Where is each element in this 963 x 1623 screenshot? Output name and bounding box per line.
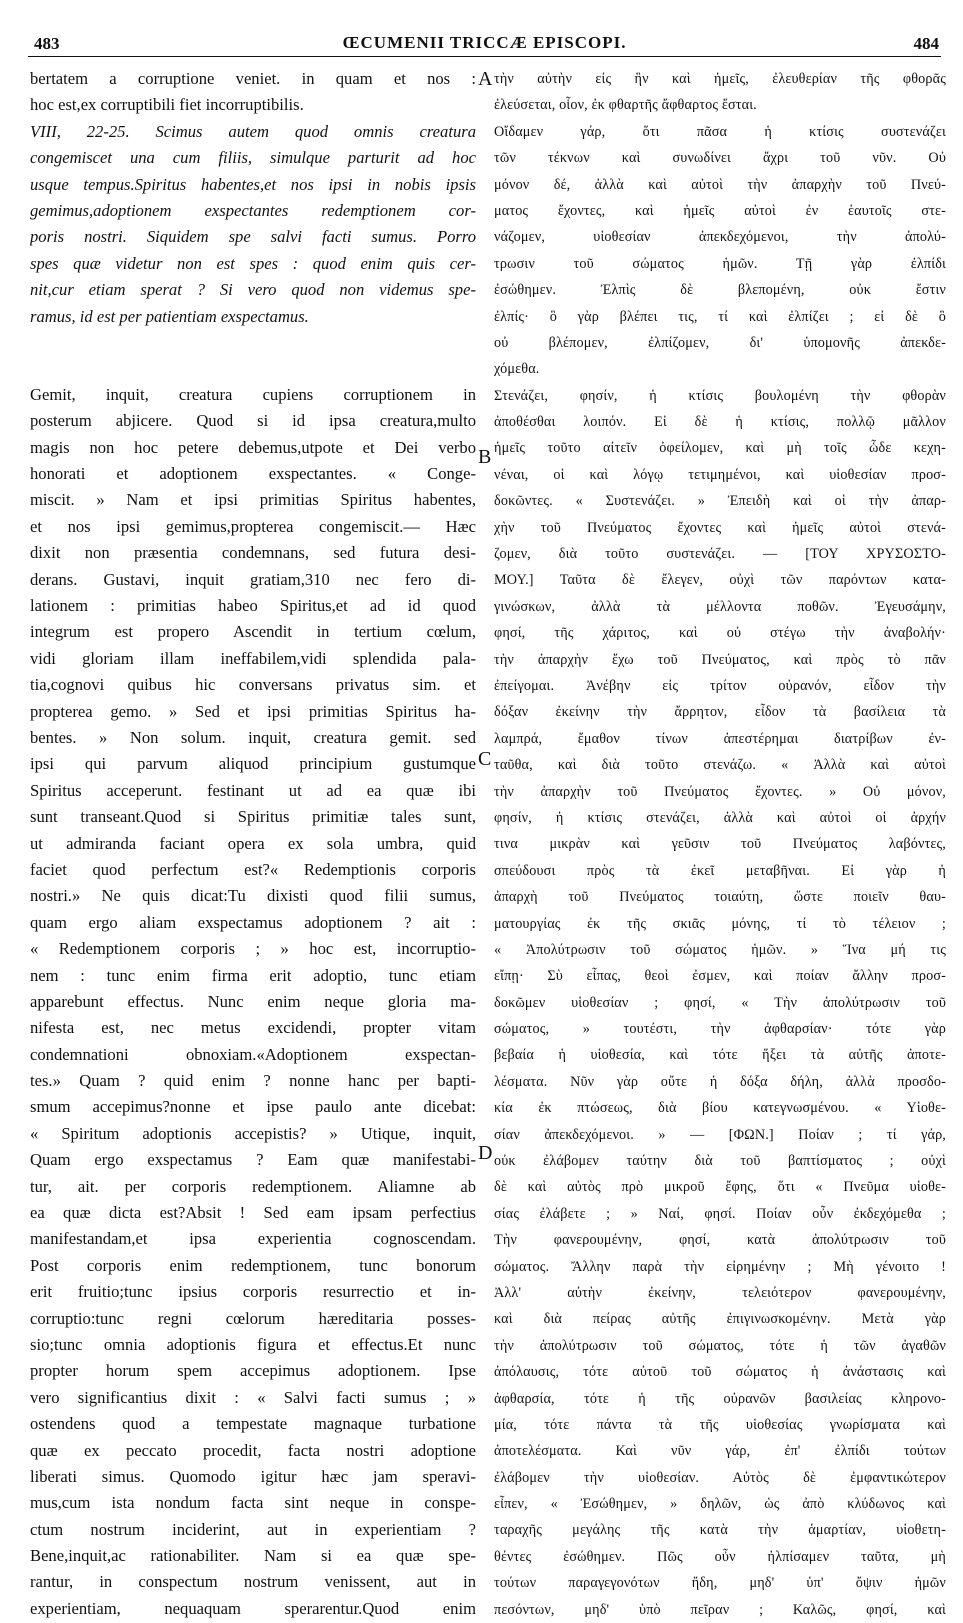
text-line: φησίν, ἡ κτίσις στενάζει, ἀλλὰ καὶ αὐτοὶ οἱ ἀρχήν [494, 809, 946, 826]
text-line: χὴν τοῦ Πνεύματος ἔχοντες καὶ ἡμεῖς αὐτοὶ στενά- [494, 519, 946, 536]
text-line: ostendens quod a tempestate magnaque turbatione [30, 1414, 476, 1434]
text-line: nifesta est, nec metus excidendi, propter vitam [30, 1018, 476, 1038]
text-line: ἐλεύσεται, οἷον, ἐκ φθαρτῆς ἄφθαρτος ἔσται. [494, 97, 757, 114]
text-line: Bene,inquit,ac rationabiliter. Nam si ea quæ spe- [30, 1546, 476, 1566]
text-line: propter horum spem accepimus adoptionem. Ipse [30, 1361, 476, 1381]
running-header [28, 26, 941, 57]
text-line: τὴν ἀπαρχὴν τοῦ Πνεύματος ἔχοντες. » Οὐ μόνον, [494, 783, 946, 800]
text-line: νέναι, οἱ καὶ λόγῳ τετιμημένοι, καὶ υἱοθεσίαν προσ- [494, 466, 946, 483]
text-line: ματουργίας ἐκ τῆς σκιᾶς μόνης, τί τὸ τέλειον ; [494, 915, 946, 932]
text-line: εἶπεν, « Ἐσώθημεν, » δηλῶν, ὡς ἀπὸ κλύδωνος καὶ [494, 1496, 946, 1513]
text-line: tia,cognovi quibus hic conversans privatus sim. et [30, 675, 476, 695]
text-line: τρωσιν τοῦ σώματος ἡμῶν. Τῇ γὰρ ἐλπίδι [494, 255, 946, 272]
text-line: ἡμεῖς τοῦτο αἰτεῖν ὀφείλομεν, καὶ μὴ τοῖς ὧδε κεχη- [494, 440, 946, 457]
text-line: propterea gemo. » Sed et ipsi primitias Spiritus ha- [30, 701, 476, 721]
text-line: ταραχῆς μεγάλης τῆς κατὰ τὴν ἁμαρτίαν, υἱοθετη- [494, 1522, 946, 1539]
text-line: spes quæ videtur non est spes : quod enim quis cer- [30, 253, 476, 273]
text-line: Τὴν φανερουμένην, φησί, κατὰ ἀπολύτρωσιν τοῦ [494, 1232, 946, 1249]
text-line: φησί, τῆς χάριτος, καὶ οὐ στέγω τὴν ἀναβολήν· [494, 625, 946, 642]
text-line: derans. Gustavi, inquit gratiam,310 nec fero di- [30, 569, 476, 589]
text-line: χόμεθα. [494, 361, 540, 378]
text-line: ἀποθέσθαι λοιπόν. Εἰ δὲ ἡ κτίσις, πολλῷ μᾶλλον [494, 414, 946, 431]
text-line: δοκῶντες. « Συστενάζει. » Ἐπειδὴ καὶ οἱ τὴν ἀπαρ- [494, 493, 946, 510]
text-line: Οἴδαμεν γάρ, ὅτι πᾶσα ἡ κτίσις συστενάζει [494, 123, 946, 140]
text-line: σπεύδουσι πρὸς τὰ ἐκεῖ μεταβῆναι. Εἰ γὰρ ἡ [494, 862, 946, 879]
text-line: rantur, in conspectum nostrum venissent, aut in [30, 1572, 476, 1592]
text-line: hoc est,ex corruptibili fiet incorruptibilis. [30, 95, 304, 115]
text-line: ζομεν, διὰ τοῦτο συστενάζει. — [ΤΟΥ ΧΡΥΣΟΣΤΟ- [494, 546, 946, 563]
text-line: bertatem a corruptione veniet. in quam et nos : [30, 69, 476, 88]
text-line: integrum est propero Ascendit in tertium cœlum, [30, 622, 476, 642]
text-line: tes.» Quam ? quid enim ? nonne hanc per bapti- [30, 1071, 476, 1091]
text-line: nem : tunc enim firma erit adoptio, tunc etiam [30, 965, 476, 985]
text-line: τῶν τέκνων καὶ συνωδίνει ἄχρι τοῦ νῦν. Οὐ [494, 150, 946, 167]
text-line: manifestandam,et ipsa experientia cognoscendam. [30, 1229, 476, 1249]
text-line: ἐλάβομεν τὴν υἱοθεσίαν. Αὐτὸς δὲ ἐμφαντικώτερον [494, 1469, 946, 1486]
text-line: sio;tunc omnia adoptionis figura et effectus.Et nunc [30, 1334, 476, 1354]
text-line: corruptio:tunc regni cœlorum hæreditaria posses- [30, 1308, 476, 1328]
latin-commentary [30, 382, 476, 1622]
text-line: μόνον δέ, ἀλλὰ καὶ αὐτοὶ τὴν ἀπαρχὴν τοῦ Πνεύ- [494, 176, 946, 193]
text-line: posterum abjicere. Quod si id ipsa creatura,multo [30, 411, 476, 431]
text-line: ἐλπίς· ὃ γὰρ βλέπει τις, τί καὶ ἐλπίζει ; εἰ δὲ ὃ [494, 308, 946, 325]
text-line: ea quæ dicta est?Absit ! Sed eam ipsam perfectius [30, 1203, 476, 1223]
text-line: erit fruitio;tunc ipsius corporis resurrectio et in- [30, 1282, 476, 1302]
text-line: ut admiranda faciant opera ex sola umbra, quid [30, 833, 476, 853]
text-line: honorati et adoptionem exspectantes. « Conge- [30, 464, 476, 484]
latin-scripture-passage [30, 119, 476, 330]
text-line: ramus, id est per patientiam exspectamus. [30, 306, 309, 326]
section-gap [30, 330, 476, 382]
page-number-right: 484 [913, 34, 939, 53]
margin-marker-a: A [478, 68, 493, 90]
text-line: ΜΟΥ.] Ταῦτα δὲ ἔλεγεν, οὐχὶ τῶν παρόντων κατα- [494, 572, 946, 589]
text-line: λέσματα. Νῦν γὰρ οὔτε ἡ δόξα δήλη, ἀλλὰ προσδο- [494, 1073, 946, 1090]
text-line: Ἀλλ' αὐτὴν ἐκείνην, τελειότερον φανερουμένην, [494, 1284, 946, 1301]
text-line: liberati simus. Quomodo igitur hæc jam speravi- [30, 1466, 476, 1486]
text-line: quæ ex peccato procedit, facta nostri adoptione [30, 1440, 476, 1460]
text-line: ipsi qui parvum aliquod principium gustumque [30, 754, 476, 774]
text-line: τούτων παραγεγονότων ἤδη, μηδ' ὑπ' ὄψιν ἡμῶν [494, 1575, 946, 1592]
text-line: τινα μικρὰν καὶ γεῦσιν τοῦ Πνεύματος λαβόντες, [494, 836, 946, 853]
text-line: ἀφθαρσία, τότε ἡ τῆς οὐρανῶν βασιλείας κληρονο- [494, 1390, 946, 1407]
running-title: ŒCUMENII TRICCÆ EPISCOPI. [342, 33, 627, 52]
latin-opening [30, 66, 476, 119]
margin-marker-b: B [478, 446, 492, 468]
margin-marker-c: C [478, 748, 492, 770]
text-line: πεσόντων, μηδ' ὑπὸ πεῖραν ; Καλῶς, φησί, καὶ [494, 1601, 946, 1618]
text-line: Στενάζει, φησίν, ἡ κτίσις βουλομένη τὴν φθορὰν [494, 387, 946, 404]
text-line: lationem : primitias habeo Spiritus,et ad id quod [30, 596, 476, 616]
text-line: ἀπόλαυσις, τότε αὐτοῦ τοῦ σώματος ἡ ἀνάστασις καὶ [494, 1364, 946, 1381]
text-line: λαμπρά, ἔμαθον τίνων ἀπεστέρημαι διατρίβων ἐν- [494, 730, 946, 747]
text-line: gemimus,adoptionem exspectantes redemptionem cor- [30, 200, 476, 220]
text-line: Quam ergo exspectamus ? Eam quæ manifestabi- [30, 1150, 476, 1170]
text-line: ταῦθα, καὶ διὰ τοῦτο στενάζω. « Ἀλλὰ καὶ αὐτοὶ [494, 757, 946, 774]
text-line: εἴπῃ· Σὺ εἶπας, θεοὶ ἐσμεν, καὶ ποίαν ἄλλην προσ- [494, 968, 946, 985]
text-line: ἐπείγομαι. Ἀνέβην εἰς τρίτον οὐρανόν, εἶδον τὴν [494, 677, 946, 694]
text-line: vidi gloriam illam ineffabilem,vidi splendida pala- [30, 648, 476, 668]
margin-marker-d: D [478, 1142, 493, 1164]
text-line: οὐκ ἐλάβομεν ταύτην διὰ τοῦ βαπτίσματος ; οὐχὶ [494, 1153, 946, 1170]
text-line: ἐσώθημεν. Ἐλπὶς δὲ βλεπομένη, οὐκ ἔστιν [494, 282, 946, 299]
text-line: δοκῶμεν υἱοθεσίαν ; φησί, « Τὴν ἀπολύτρωσιν τοῦ [494, 994, 946, 1011]
text-line: congemiscet una cum filiis, simulque parturit ad hoc [30, 148, 476, 168]
text-line: σίαν ἀπεκδεχόμενοι. » — [ΦΩΝ.] Ποίαν ; τί γάρ, [494, 1126, 946, 1143]
text-line: δὲ καὶ αὐτὸς πρὸ μικροῦ ἔφης, ὅτι « Πνεῦμα υἱοθε- [494, 1179, 946, 1196]
text-line: Gemit, inquit, creatura cupiens corruptionem in [30, 384, 476, 404]
text-line: ctum nostrum inciderint, aut in experientiam ? [30, 1519, 476, 1539]
text-line: usque tempus.Spiritus habentes,et nos ipsi in nobis ipsis [30, 174, 476, 194]
text-line: τὴν αὐτὴν εἰς ἣν καὶ ἡμεῖς, ἐλευθερίαν τῆς φθορᾶς [494, 71, 946, 87]
text-line: σώματος, » τουτέστι, τὴν ἀφθαρσίαν· τότε γὰρ [494, 1021, 946, 1038]
text-line: τὴν ἀπαρχὴν ἔχω τοῦ Πνεύματος, καὶ πρὸς τὸ πᾶν [494, 651, 946, 668]
text-line: miscit. » Nam et ipsi primitias Spiritus habentes, [30, 490, 476, 510]
text-line: ματος ἔχοντες, καὶ ἡμεῖς αὐτοὶ ἐν ἑαυτοῖς στε- [494, 202, 946, 219]
text-line: quam ergo aliam exspectamus adoptionem ? ait : [30, 912, 476, 932]
text-line: κία ἐκ πτώσεως, διὰ βίου κατεγνωσμένου. « Υἱοθε- [494, 1100, 946, 1117]
text-line: ἀπαρχὴ τοῦ Πνεύματος τοιαύτη, ὥστε ποιεῖν θαυ- [494, 889, 946, 906]
text-line: faciet quod perfectum est?« Redemptionis corporis [30, 859, 476, 879]
text-line: nit,cur etiam sperat ? Si vero quod non videmus spe- [30, 280, 476, 300]
text-line: sunt transeant.Quod si Spiritus primitiæ tales sunt, [30, 807, 476, 827]
page-number-left: 483 [34, 34, 60, 53]
text-line: « Spiritum adoptionis accepistis? » Utique, inquit, [30, 1123, 476, 1143]
text-line: Post corporis enim redemptionem, tunc bonorum [30, 1255, 476, 1275]
text-line: « Redemptionem corporis ; » hoc est, incorruptio- [30, 939, 476, 959]
text-line: smum accepimus?nonne et ipse paulo ante dicebat: [30, 1097, 476, 1117]
text-line: dixit non præsentia condemnans, sed futura desi- [30, 543, 476, 563]
text-line: βεβαία ἡ υἱοθεσία, καὶ τότε ἥξει τὰ αὐτῆς ἀποτε- [494, 1047, 946, 1064]
text-line: apparebunt effectus. Nunc enim neque gloria ma- [30, 991, 476, 1011]
text-line: vero significantius dixit : « Salvi facti sumus ; » [30, 1387, 476, 1407]
text-line: γινώσκων, ἀλλὰ τὰ μέλλοντα ποθῶν. Ἐγευσάμην, [494, 598, 946, 615]
text-line: σίας ἐλάβετε ; » Ναί, φησί. Ποίαν οὖν ἐκδεχόμεθα ; [494, 1205, 946, 1222]
text-line: Spiritus acceperunt. festinant ut ad ea quæ ibi [30, 780, 476, 800]
text-line: τὴν ἀπολύτρωσιν τοῦ σώματος, τότε ἡ τῶν ἀγαθῶν [494, 1337, 946, 1354]
text-line: δόξαν ἐκείνην τὴν ἄρρητον, εἶδον τὰ βασίλεια τὰ [494, 704, 946, 721]
greek-text [494, 66, 946, 1623]
text-line: νάζομεν, υἱοθεσίαν ἀπεκδεχόμενοι, τὴν ἀπολύ- [494, 229, 946, 246]
text-line: mus,cum ista nondum facta sint neque in conspe- [30, 1493, 476, 1513]
text-line: « Ἀπολύτρωσιν τοῦ σώματος ἡμῶν. » Ἵνα μή τις [494, 941, 946, 958]
text-line: et nos ipsi gemimus,propterea congemiscit.— Hæc [30, 516, 476, 536]
text-line: tur, ait. per corporis redemptionem. Aliamne ab [30, 1176, 476, 1196]
text-line: bentes. » Non solum. inquit, creatura gemit. sed [30, 727, 476, 747]
text-line: condemnationi obnoxiam.«Adoptionem exspectan- [30, 1044, 476, 1064]
text-line: καὶ διὰ πείρας αὐτῆς ἐπιγινωσκομένην. Μετὰ γὰρ [494, 1311, 946, 1328]
latin-column [30, 66, 476, 1622]
text-line: poris nostri. Siquidem spe salvi facti sumus. Porro [30, 227, 476, 247]
text-line: VIII, 22-25. Scimus autem quod omnis creatura [30, 121, 476, 141]
greek-column [494, 66, 946, 1623]
text-line: θέντες ἐσώθημεν. Πῶς οὖν ἠλπίσαμεν ταῦτα, μὴ [494, 1548, 946, 1565]
text-line: οὐ βλέπομεν, ἐλπίζομεν, δι' ὑπομονῆς ἀπεκδε- [494, 334, 946, 351]
text-line: magis non hoc petere debemus,utpote et Dei verbo [30, 437, 476, 457]
text-line: ἀποτελέσματα. Καὶ νῦν γάρ, ἐπ' ἐλπίδι τούτων [494, 1443, 946, 1460]
text-line: σώματος. Ἄλλην παρὰ τὴν εἰρημένην ; Μὴ γένοιτο ! [494, 1258, 946, 1275]
text-line: μία, τότε πάντα τὰ τῆς υἱοθεσίας γνωρίσματα καὶ [494, 1416, 946, 1433]
text-line: experientiam, nequaquam sperarentur.Quod enim [30, 1598, 476, 1618]
text-line: nostri.» Ne quis dicat:Tu dixisti quod filii sumus, [30, 886, 476, 906]
